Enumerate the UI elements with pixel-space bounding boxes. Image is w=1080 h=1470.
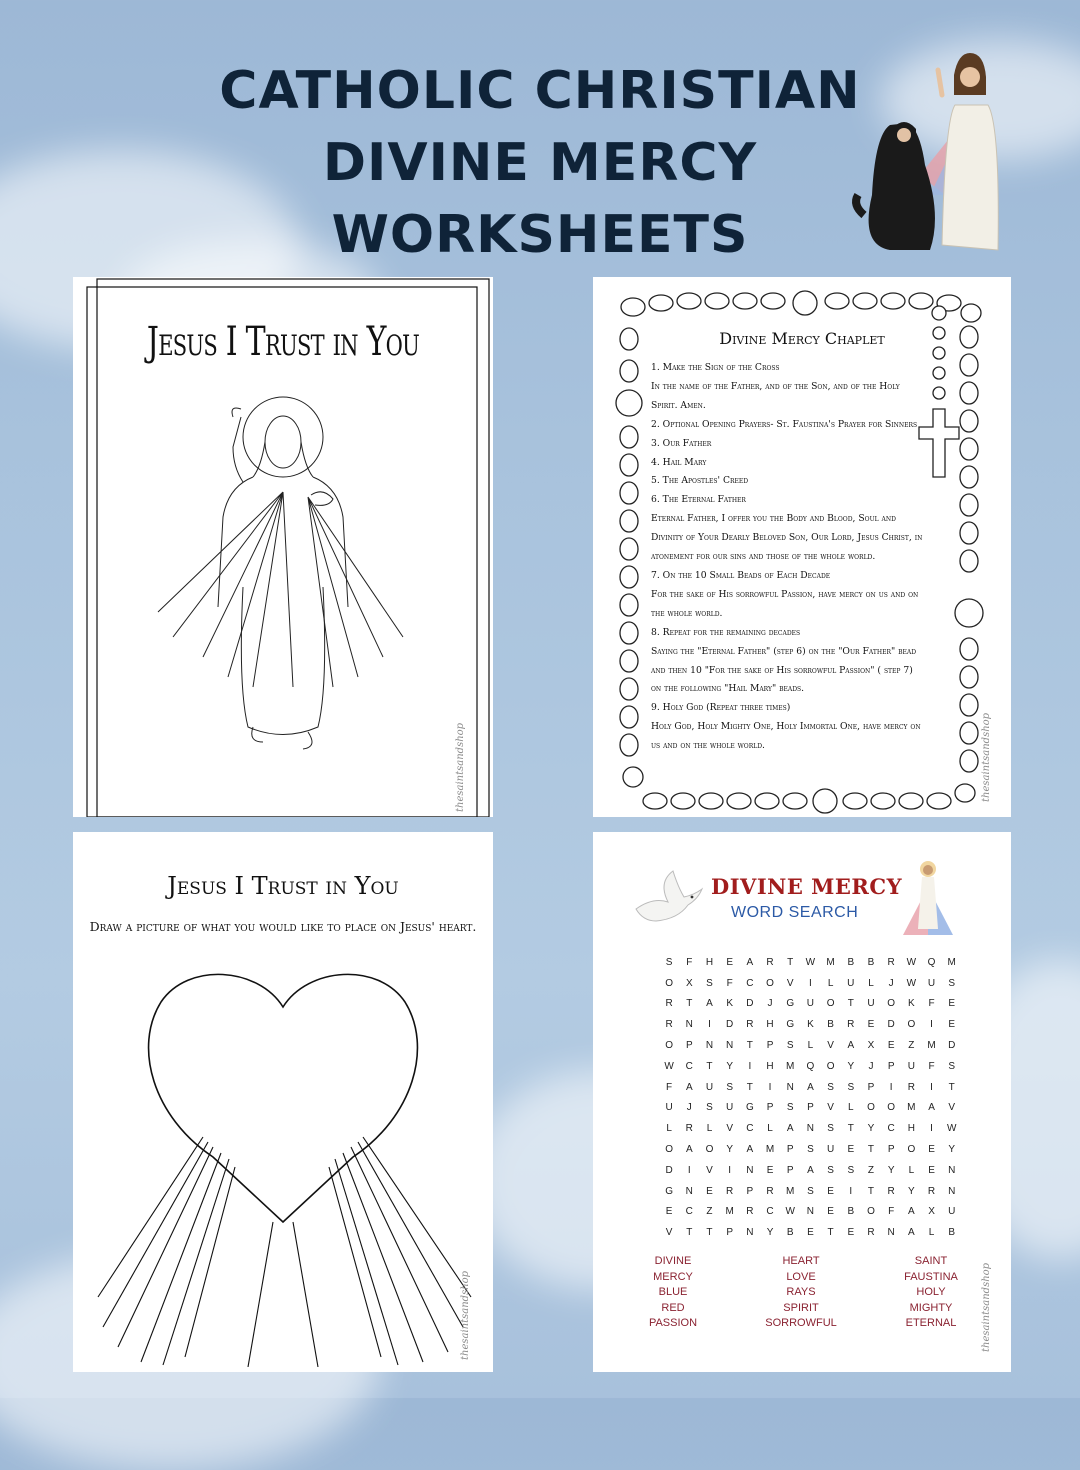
- grid-letter: E: [827, 1206, 834, 1218]
- grid-row: [659, 1056, 962, 1077]
- grid-letter: N: [948, 1164, 956, 1176]
- grid-row: [659, 1098, 962, 1119]
- grid-letter: P: [786, 1144, 794, 1156]
- word-list-column: [613, 1254, 733, 1332]
- grid-row: [659, 994, 962, 1015]
- title-line: DIVINE MERCY: [322, 133, 758, 193]
- grid-letter: M: [927, 1040, 936, 1052]
- grid-letter: V: [827, 1102, 834, 1114]
- grid-letter: B: [867, 956, 875, 968]
- chaplet-line: Saying the "Eternal Father" (step 6) on the "Our Father" bead: [651, 645, 917, 657]
- grid-letter: E: [887, 1040, 895, 1052]
- title-line: CATHOLIC CHRISTIAN: [219, 61, 861, 121]
- grid-letter: D: [746, 998, 754, 1010]
- grid-letter: T: [706, 1060, 713, 1072]
- grid-letter: O: [867, 1206, 875, 1218]
- grid-letter: R: [746, 1206, 754, 1218]
- coloring-worksheet: [73, 277, 493, 817]
- grid-letter: O: [907, 1144, 916, 1156]
- grid-letter: L: [767, 1123, 773, 1135]
- grid-letter: F: [928, 998, 935, 1010]
- grid-letter: C: [746, 977, 754, 989]
- chaplet-line: 6. The Eternal Father: [651, 494, 746, 506]
- grid-letter: B: [847, 956, 855, 968]
- grid-row: [659, 1139, 962, 1160]
- grid-letter: E: [928, 1164, 935, 1176]
- grid-letter: C: [766, 1206, 774, 1218]
- grid-letter: T: [686, 1227, 693, 1239]
- grid-letter: P: [807, 1102, 814, 1114]
- letter-grid: [659, 952, 962, 1243]
- grid-letter: E: [827, 1185, 834, 1197]
- grid-row: [659, 1077, 962, 1098]
- grid-letter: M: [786, 1060, 795, 1072]
- grid-letter: O: [766, 977, 774, 989]
- grid-letter: X: [685, 977, 693, 989]
- word-item: HOLY: [916, 1286, 946, 1298]
- grid-letter: V: [706, 1164, 713, 1176]
- grid-letter: N: [948, 1185, 956, 1197]
- word-item: PASSION: [648, 1317, 698, 1329]
- grid-letter: I: [849, 1185, 853, 1197]
- grid-letter: B: [948, 1227, 956, 1239]
- grid-letter: R: [665, 998, 673, 1010]
- grid-letter: R: [726, 1185, 734, 1197]
- grid-letter: E: [948, 1019, 956, 1031]
- word-search-subtitle: WORD SEARCH: [731, 904, 859, 921]
- chaplet-line: and then 10 "For the sake of His sorrowful Passion" ( step 7): [651, 664, 913, 676]
- grid-letter: S: [847, 1081, 855, 1093]
- grid-row: [659, 1160, 962, 1181]
- chaplet-line: For the sake of His sorrowful Passion, have mercy on us and on: [651, 588, 919, 600]
- chaplet-line: Holy God, Holy Mighty One, Holy Immortal One, have mercy on: [651, 721, 921, 733]
- grid-letter: E: [867, 1019, 875, 1031]
- worksheet-heading: Jesus I Trust in You: [167, 872, 399, 900]
- grid-letter: W: [906, 977, 917, 989]
- grid-letter: F: [928, 1060, 935, 1072]
- chaplet-line: 4. Hail Mary: [651, 456, 707, 468]
- grid-letter: R: [887, 1185, 895, 1197]
- grid-letter: G: [745, 1102, 754, 1114]
- grid-letter: T: [746, 1081, 753, 1093]
- grid-row: [659, 1181, 962, 1202]
- grid-letter: E: [766, 1164, 774, 1176]
- grid-letter: O: [665, 977, 673, 989]
- watermark: thesaintsandshop: [981, 1262, 992, 1352]
- grid-letter: A: [847, 1040, 855, 1052]
- grid-letter: R: [887, 956, 895, 968]
- grid-letter: E: [928, 1144, 935, 1156]
- grid-letter: W: [946, 1123, 957, 1135]
- grid-letter: O: [665, 1144, 673, 1156]
- grid-letter: D: [726, 1019, 734, 1031]
- grid-letter: R: [867, 1227, 875, 1239]
- grid-letter: S: [948, 1060, 956, 1072]
- grid-letter: I: [768, 1081, 772, 1093]
- chaplet-title: Divine Mercy Chaplet: [719, 329, 885, 348]
- grid-letter: N: [806, 1123, 815, 1135]
- grid-letter: L: [848, 1102, 854, 1114]
- word-list-column: [741, 1254, 861, 1332]
- grid-letter: E: [807, 1227, 814, 1239]
- grid-row: [659, 973, 962, 994]
- grid-letter: A: [746, 1144, 754, 1156]
- grid-letter: N: [746, 1164, 754, 1176]
- grid-letter: J: [888, 977, 894, 989]
- word-item: HEART: [782, 1255, 820, 1267]
- grid-letter: L: [666, 1123, 672, 1135]
- chaplet-line: 2. Optional Opening Prayers- St. Faustina's Prayer for Sinners: [651, 418, 918, 430]
- grid-letter: S: [807, 1185, 814, 1197]
- grid-letter: Y: [908, 1185, 915, 1197]
- grid-letter: S: [726, 1081, 733, 1093]
- grid-letter: P: [867, 1081, 875, 1093]
- grid-letter: J: [686, 1102, 692, 1114]
- word-item: SPIRIT: [783, 1301, 819, 1314]
- chaplet-line: 7. On the 10 Small Beads of Each Decade: [651, 569, 831, 581]
- grid-letter: K: [726, 998, 733, 1010]
- grid-letter: P: [887, 1060, 895, 1072]
- chaplet-line: on the following "Hail Mary" beads.: [651, 683, 805, 695]
- grid-letter: T: [706, 1227, 713, 1239]
- grid-letter: Y: [726, 1144, 733, 1156]
- grid-letter: L: [827, 977, 834, 989]
- grid-letter: W: [805, 956, 816, 968]
- grid-letter: Q: [806, 1060, 815, 1072]
- grid-letter: P: [766, 1102, 774, 1114]
- grid-letter: P: [766, 1040, 774, 1052]
- grid-letter: O: [867, 1102, 875, 1114]
- jesus-and-saint-illustration: [850, 45, 1030, 270]
- grid-letter: E: [847, 1144, 855, 1156]
- heart-outline: [93, 967, 473, 1367]
- grid-row: [659, 1035, 962, 1056]
- grid-letter: D: [665, 1164, 673, 1176]
- grid-row: [659, 1014, 962, 1035]
- grid-letter: L: [928, 1227, 935, 1239]
- grid-letter: C: [685, 1060, 693, 1072]
- grid-letter: N: [746, 1227, 754, 1239]
- grid-letter: S: [807, 1144, 814, 1156]
- grid-letter: O: [887, 998, 896, 1010]
- grid-letter: A: [746, 956, 754, 968]
- divine-mercy-jesus-outline: [133, 387, 433, 787]
- grid-letter: F: [686, 956, 693, 968]
- grid-letter: W: [906, 956, 917, 968]
- chaplet-line: the whole world.: [651, 607, 723, 619]
- grid-letter: W: [664, 1060, 674, 1072]
- grid-letter: U: [948, 1206, 956, 1218]
- grid-row: [659, 1222, 962, 1243]
- grid-letter: V: [948, 1102, 956, 1114]
- grid-letter: T: [867, 1144, 875, 1156]
- grid-letter: B: [786, 1227, 794, 1239]
- grid-letter: A: [706, 998, 713, 1010]
- grid-letter: C: [887, 1123, 895, 1135]
- watermark: thesaintsandshop: [981, 712, 992, 802]
- grid-letter: T: [948, 1081, 955, 1093]
- chaplet-worksheet: [593, 277, 1011, 817]
- grid-letter: T: [746, 1040, 753, 1052]
- grid-row: [659, 1118, 962, 1139]
- grid-letter: S: [847, 1164, 855, 1176]
- word-item: DIVINE: [654, 1255, 692, 1267]
- grid-row: [659, 1202, 962, 1223]
- grid-letter: O: [887, 1102, 896, 1114]
- grid-letter: A: [685, 1081, 693, 1093]
- grid-letter: X: [928, 1206, 935, 1218]
- grid-letter: M: [725, 1206, 734, 1218]
- chaplet-line: atonement for our sins and those of the whole world.: [651, 551, 876, 563]
- grid-letter: P: [726, 1227, 733, 1239]
- grid-letter: G: [786, 1019, 795, 1031]
- grid-letter: Z: [706, 1206, 713, 1218]
- grid-letter: M: [826, 956, 835, 968]
- grid-letter: I: [930, 1123, 933, 1135]
- grid-letter: U: [806, 998, 815, 1010]
- grid-letter: J: [767, 998, 773, 1010]
- chaplet-line: 5. The Apostles' Creed: [651, 475, 749, 487]
- grid-letter: U: [927, 977, 936, 989]
- word-item: LOVE: [786, 1270, 816, 1283]
- grid-letter: A: [786, 1123, 794, 1135]
- grid-letter: O: [826, 998, 835, 1010]
- word-item: SAINT: [914, 1255, 948, 1267]
- grid-letter: O: [826, 1060, 835, 1072]
- word-list-column: [871, 1254, 991, 1332]
- grid-letter: N: [685, 1019, 693, 1031]
- heart-worksheet: [73, 832, 493, 1372]
- grid-letter: S: [786, 1040, 794, 1052]
- worksheet-instruction: Draw a picture of what you would like to place on Jesus' heart.: [89, 919, 477, 934]
- grid-letter: W: [785, 1206, 795, 1218]
- grid-letter: Y: [726, 1060, 733, 1072]
- grid-letter: S: [827, 1081, 834, 1093]
- grid-letter: N: [705, 1040, 714, 1052]
- chaplet-line: Divinity of Your Dearly Beloved Son, Our Lord, Jesus Christ, in: [651, 532, 923, 544]
- grid-letter: F: [666, 1081, 673, 1093]
- grid-letter: S: [665, 956, 673, 968]
- grid-letter: V: [726, 1123, 733, 1135]
- grid-letter: S: [827, 1164, 834, 1176]
- grid-letter: E: [847, 1227, 855, 1239]
- grid-letter: Z: [867, 1164, 875, 1176]
- grid-letter: R: [847, 1019, 855, 1031]
- grid-letter: L: [706, 1123, 713, 1135]
- grid-letter: T: [686, 998, 693, 1010]
- chaplet-line: us and on the whole world.: [651, 740, 765, 752]
- dove-icon: [628, 867, 708, 927]
- chaplet-line: 8. Repeat for the remaining decades: [651, 626, 801, 638]
- chaplet-instructions: [651, 359, 931, 756]
- grid-letter: A: [807, 1164, 814, 1176]
- word-item: RAYS: [786, 1286, 816, 1298]
- grid-letter: R: [927, 1185, 936, 1197]
- grid-letter: L: [807, 1040, 814, 1052]
- grid-letter: N: [806, 1206, 815, 1218]
- grid-letter: Y: [847, 1060, 855, 1072]
- grid-letter: T: [787, 956, 794, 968]
- grid-letter: Z: [908, 1040, 915, 1052]
- grid-letter: A: [928, 1102, 935, 1114]
- grid-letter: U: [847, 977, 855, 989]
- grid-letter: N: [685, 1185, 693, 1197]
- grid-letter: O: [665, 1040, 673, 1052]
- grid-letter: I: [809, 977, 812, 989]
- word-item: MERCY: [653, 1270, 693, 1283]
- grid-letter: H: [705, 956, 714, 968]
- grid-letter: V: [786, 977, 794, 989]
- grid-letter: A: [908, 1227, 915, 1239]
- chaplet-line: 3. Our Father: [651, 437, 712, 449]
- grid-letter: I: [728, 1164, 732, 1176]
- title-line: WORKSHEETS: [331, 205, 749, 265]
- grid-letter: E: [948, 998, 956, 1010]
- word-item: SORROWFUL: [765, 1317, 837, 1329]
- word-item: BLUE: [658, 1286, 688, 1298]
- chaplet-line: 1. Make the Sign of the Cross: [651, 362, 780, 373]
- grid-letter: R: [766, 1185, 774, 1197]
- grid-letter: C: [685, 1206, 693, 1218]
- grid-letter: C: [746, 1123, 754, 1135]
- divine-mercy-image: [898, 857, 958, 937]
- grid-letter: U: [665, 1102, 673, 1114]
- grid-letter: I: [708, 1019, 711, 1031]
- chaplet-line: 9. Holy God (Repeat three times): [651, 702, 791, 714]
- grid-letter: R: [766, 956, 774, 968]
- grid-letter: M: [947, 956, 956, 968]
- grid-letter: R: [907, 1081, 915, 1093]
- word-item: RED: [661, 1301, 685, 1314]
- grid-letter: S: [706, 977, 713, 989]
- watermark: thesaintsandshop: [460, 1270, 471, 1360]
- chaplet-line: In the name of the Father, and of the Son, and of the Holy: [651, 380, 900, 392]
- grid-letter: N: [786, 1081, 794, 1093]
- watermark: thesaintsandshop: [455, 722, 466, 812]
- grid-letter: S: [706, 1102, 713, 1114]
- grid-letter: L: [868, 977, 874, 989]
- grid-letter: N: [887, 1227, 895, 1239]
- grid-letter: T: [847, 1123, 854, 1135]
- grid-letter: U: [867, 998, 875, 1010]
- grid-letter: H: [766, 1019, 774, 1031]
- word-search-title: DIVINE MERCY: [711, 874, 903, 899]
- grid-letter: T: [867, 1185, 875, 1197]
- grid-row: [659, 952, 962, 973]
- grid-letter: Y: [867, 1123, 875, 1135]
- grid-letter: Y: [766, 1227, 774, 1239]
- grid-letter: B: [847, 1206, 855, 1218]
- grid-letter: R: [746, 1019, 754, 1031]
- grid-letter: R: [685, 1123, 693, 1135]
- grid-letter: P: [786, 1164, 794, 1176]
- grid-letter: P: [685, 1040, 693, 1052]
- grid-letter: A: [685, 1144, 693, 1156]
- grid-letter: A: [908, 1206, 915, 1218]
- chaplet-line: Eternal Father, I offer you the Body and Blood, Soul and: [651, 513, 896, 525]
- grid-letter: G: [786, 998, 795, 1010]
- grid-letter: D: [887, 1019, 895, 1031]
- grid-letter: U: [826, 1144, 835, 1156]
- grid-letter: O: [907, 1019, 916, 1031]
- grid-letter: M: [786, 1185, 795, 1197]
- grid-letter: K: [807, 1019, 814, 1031]
- grid-letter: I: [930, 1081, 933, 1093]
- word-search-worksheet: [593, 832, 1011, 1372]
- grid-letter: I: [930, 1019, 933, 1031]
- grid-letter: Y: [887, 1164, 895, 1176]
- grid-letter: K: [908, 998, 915, 1010]
- grid-letter: J: [868, 1060, 874, 1072]
- grid-letter: P: [746, 1185, 754, 1197]
- word-item: MIGHTY: [909, 1301, 953, 1314]
- grid-letter: N: [726, 1040, 734, 1052]
- grid-letter: F: [726, 977, 733, 989]
- grid-letter: H: [766, 1060, 774, 1072]
- worksheet-heading: Jesus I Trust in You: [146, 319, 420, 365]
- grid-letter: P: [887, 1144, 895, 1156]
- grid-letter: S: [948, 977, 956, 989]
- grid-letter: E: [665, 1206, 673, 1218]
- grid-letter: D: [948, 1040, 956, 1052]
- grid-letter: E: [726, 956, 733, 968]
- grid-letter: H: [907, 1123, 915, 1135]
- grid-letter: G: [665, 1185, 673, 1197]
- grid-letter: M: [907, 1102, 916, 1114]
- grid-letter: T: [827, 1227, 834, 1239]
- grid-letter: U: [907, 1060, 915, 1072]
- grid-letter: V: [827, 1040, 834, 1052]
- grid-letter: F: [888, 1206, 895, 1218]
- grid-letter: O: [705, 1144, 714, 1156]
- chaplet-line: Spirit. Amen.: [651, 399, 706, 411]
- grid-letter: T: [847, 998, 854, 1010]
- grid-letter: R: [665, 1019, 673, 1031]
- grid-letter: L: [908, 1164, 915, 1176]
- grid-letter: B: [827, 1019, 834, 1031]
- word-item: ETERNAL: [905, 1317, 957, 1329]
- grid-letter: U: [726, 1102, 734, 1114]
- grid-letter: U: [705, 1081, 714, 1093]
- grid-letter: E: [706, 1185, 713, 1197]
- grid-letter: Q: [927, 956, 936, 968]
- grid-letter: I: [748, 1060, 752, 1072]
- grid-letter: S: [786, 1102, 794, 1114]
- grid-letter: S: [827, 1123, 834, 1135]
- grid-letter: X: [867, 1040, 875, 1052]
- word-item: FAUSTINA: [904, 1270, 958, 1283]
- grid-letter: V: [665, 1227, 673, 1239]
- grid-letter: Y: [948, 1144, 956, 1156]
- grid-letter: M: [765, 1144, 775, 1156]
- grid-letter: I: [889, 1081, 893, 1093]
- grid-letter: A: [807, 1081, 814, 1093]
- grid-letter: I: [687, 1164, 691, 1176]
